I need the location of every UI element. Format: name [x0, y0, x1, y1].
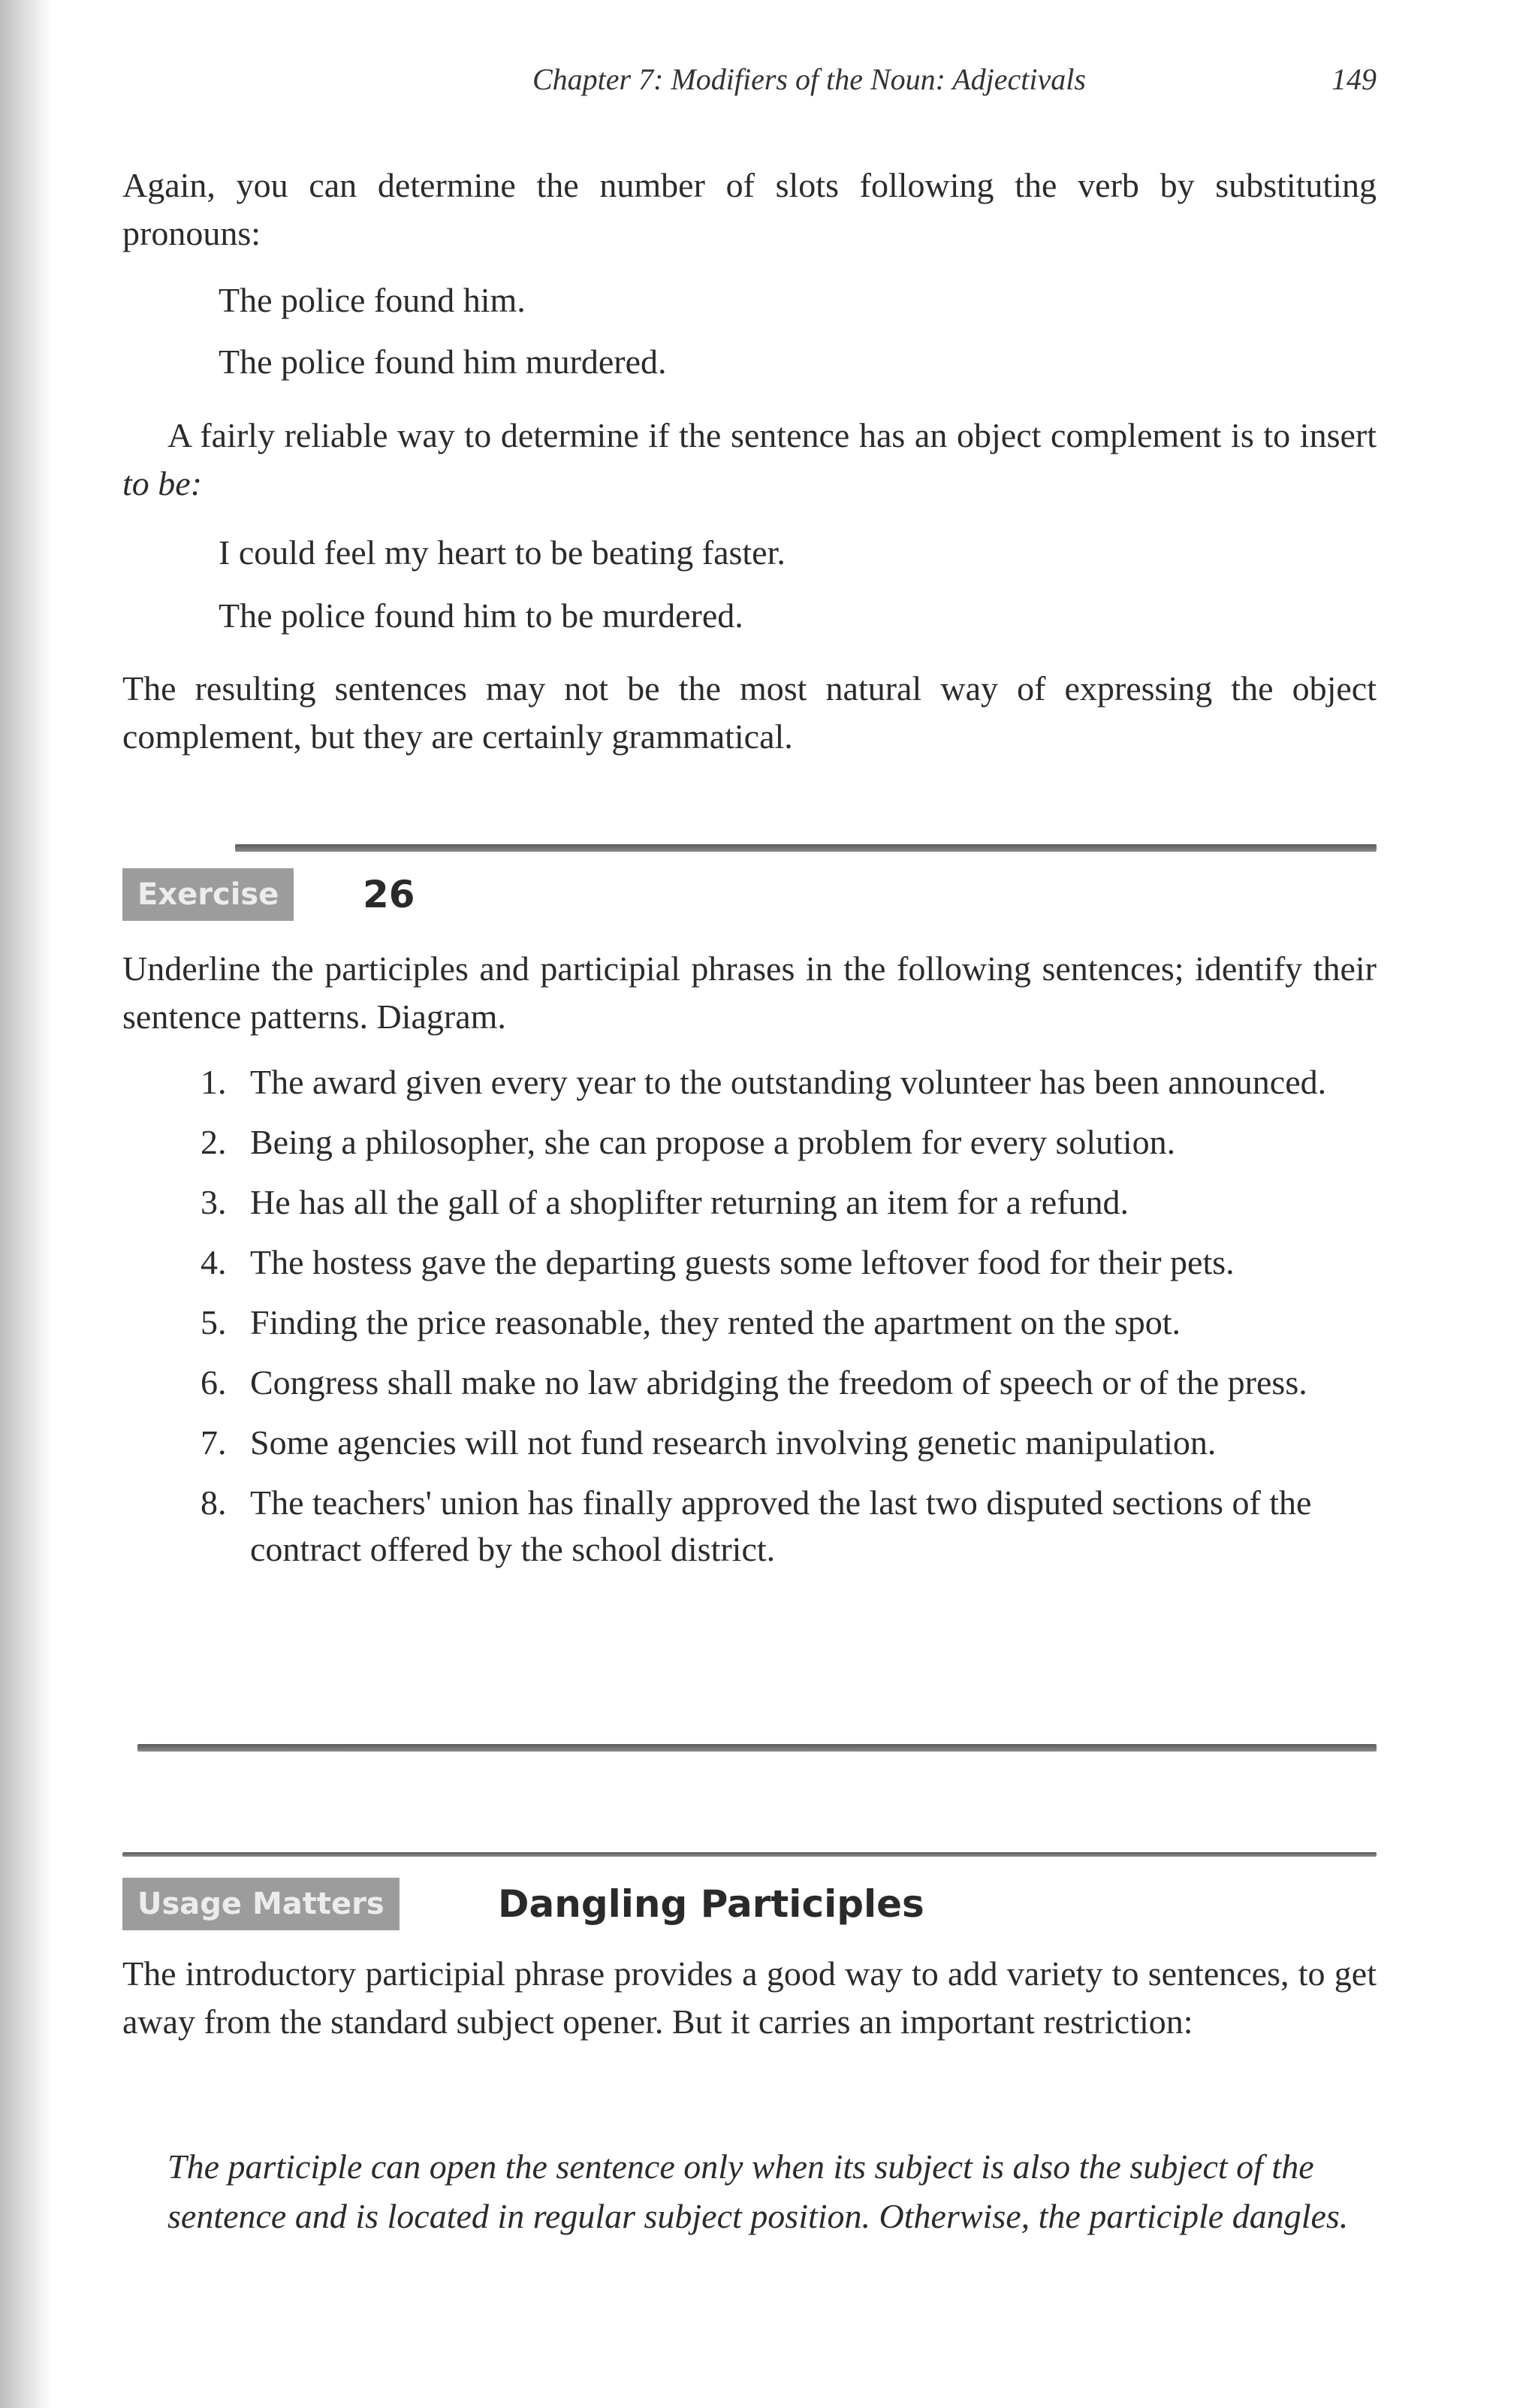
- running-head: [122, 62, 1377, 107]
- usage-title: Dangling Participles: [498, 1882, 924, 1926]
- example-sentence-3: I could feel my heart to be beating faster.: [219, 533, 786, 572]
- running-title: Chapter 7: Modifiers of the Noun: Adjectivals: [532, 62, 1086, 96]
- exercise-item: [122, 1059, 1377, 1106]
- exercise-item-text: The hostess gave the departing guests some leftover food for their pets.: [250, 1243, 1235, 1281]
- page-number: 149: [1331, 62, 1377, 96]
- exercise-item-number: 7.: [201, 1423, 227, 1462]
- intro-paragraph-2: [122, 412, 1377, 508]
- exercise-item-number: 1.: [201, 1063, 227, 1101]
- exercise-item: [122, 1239, 1377, 1286]
- intro-paragraph-3: The resulting sentences may not be the most natural way of expressing the object complement, but they are certainly grammatical.: [122, 669, 1377, 756]
- exercise-item-text: The award given every year to the outstanding volunteer has been announced.: [250, 1063, 1327, 1101]
- exercise-bottom-rule: [137, 1744, 1377, 1752]
- exercise-item: [122, 1420, 1377, 1466]
- intro-paragraph-2-text: A fairly reliable way to determine if the sentence has an object complement is to insert: [167, 416, 1377, 454]
- exercise-item: [122, 1480, 1377, 1573]
- exercise-item-number: 8.: [201, 1483, 227, 1522]
- exercise-item: [122, 1359, 1377, 1406]
- exercise-item-number: 4.: [201, 1243, 227, 1281]
- page-edge-shadow: [0, 0, 53, 2408]
- intro-paragraph-2-italic: to be:: [122, 464, 203, 502]
- exercise-item-text: Some agencies will not fund research involving genetic manipulation.: [250, 1423, 1217, 1462]
- exercise-instructions: Underline the participles and participial phrases in the following sentences; identify their sentence patterns. Diagram.: [122, 949, 1377, 1036]
- exercise-item-text: Congress shall make no law abridging the freedom of speech or of the press.: [250, 1363, 1307, 1402]
- exercise-item: [122, 1179, 1377, 1226]
- exercise-item-number: 6.: [201, 1363, 227, 1402]
- intro-paragraph-1: Again, you can determine the number of slots following the verb by substituting pronouns:: [122, 166, 1377, 252]
- exercise-item-number: 2.: [201, 1123, 227, 1161]
- example-sentence-1: The police found him.: [219, 281, 526, 319]
- usage-top-rule: [122, 1852, 1377, 1857]
- exercise-item-text: Finding the price reasonable, they rented the apartment on the spot.: [250, 1303, 1181, 1341]
- exercise-item-text: The teachers' union has finally approved the last two disputed sections of the contract offered by the school district.: [250, 1483, 1312, 1568]
- exercise-list: [122, 1059, 1377, 1586]
- usage-label: Usage Matters: [122, 1878, 400, 1930]
- exercise-item-text: He has all the gall of a shoplifter returning an item for a refund.: [250, 1183, 1129, 1221]
- usage-rule-statement: The participle can open the sentence only when its subject is also the subject of the sentence and is located in regular subject position. Otherwise, the participle dangles.: [167, 2147, 1349, 2235]
- exercise-item-text: Being a philosopher, she can propose a problem for every solution.: [250, 1123, 1176, 1161]
- exercise-item-number: 3.: [201, 1183, 227, 1221]
- exercise-item: [122, 1299, 1377, 1346]
- example-sentence-4: The police found him to be murdered.: [219, 596, 743, 635]
- exercise-label: Exercise: [122, 868, 294, 921]
- exercise-number: 26: [363, 873, 415, 916]
- exercise-top-rule: [235, 844, 1377, 852]
- exercise-item: [122, 1119, 1377, 1166]
- exercise-item-number: 5.: [201, 1303, 227, 1341]
- usage-paragraph: The introductory participial phrase provides a good way to add variety to sentences, to get away from the standard subject opener. But it carries an important restriction:: [122, 1954, 1377, 2041]
- example-sentence-2: The police found him murdered.: [219, 342, 667, 381]
